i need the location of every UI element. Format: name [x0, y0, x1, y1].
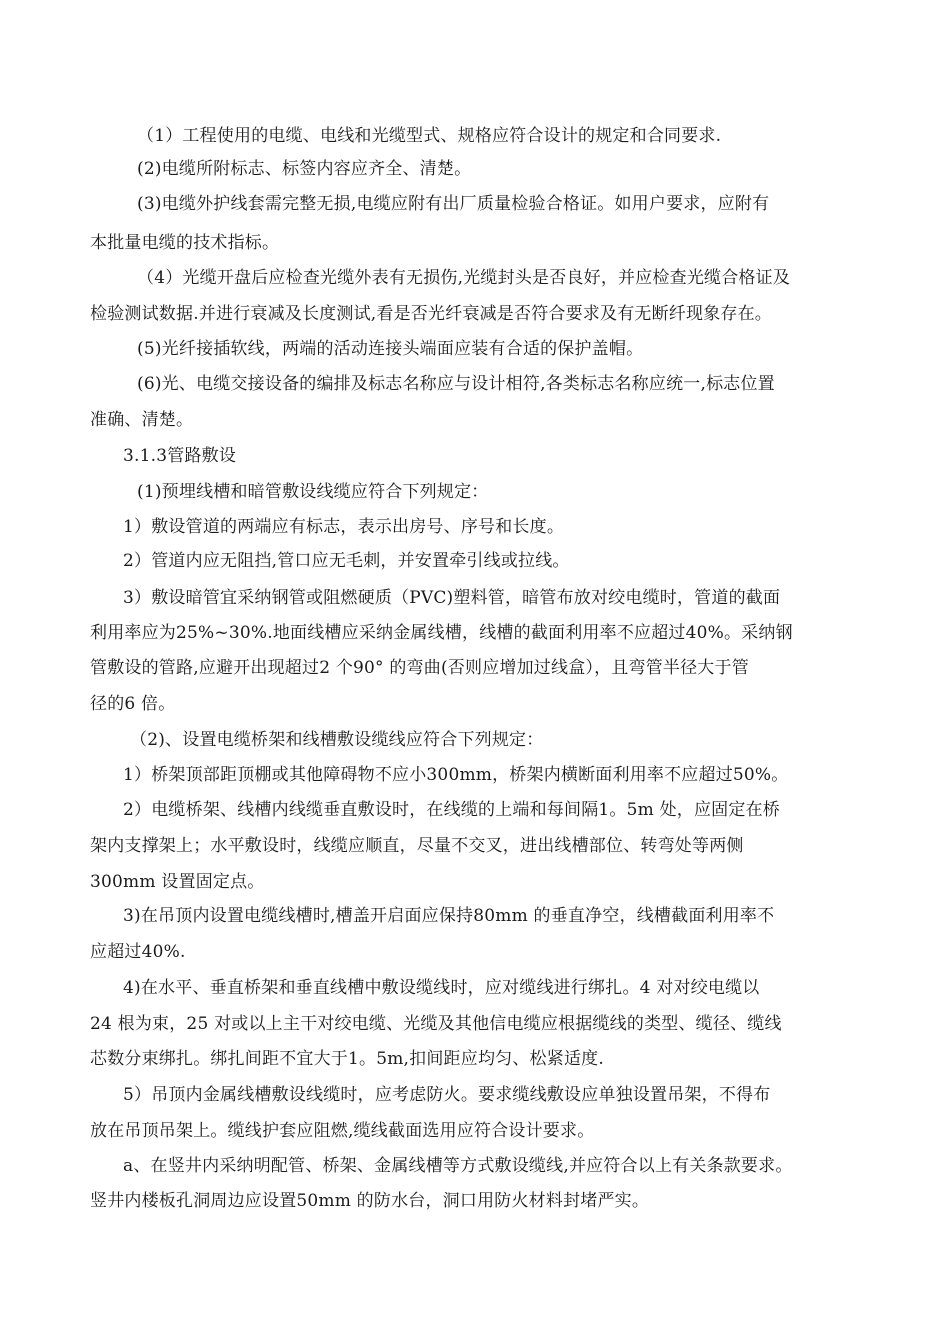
paragraph-6-line-1: (6)光、电缆交接设备的编排及标志名称应与设计相符,各类标志名称应统一,标志位置 [137, 374, 775, 394]
paragraph-7-line-1: (1)预埋线槽和暗管敷设线缆应符合下列规定： [137, 482, 489, 502]
list-item-5-line-3: 300mm 设置固定点。 [90, 872, 265, 892]
list-item-4: 1）桥架顶部距顶棚或其他障碍物不应小300mm，桥架内横断面利用率不应超过50%。 [123, 765, 789, 785]
paragraph-6-line-2: 准确、清楚。 [90, 410, 194, 430]
list-item-8-line-1: 5）吊顶内金属线槽敷设线缆时，应考虑防火。要求缆线敷设应单独设置吊架，不得布 [123, 1085, 771, 1105]
list-item-7-line-1: 4)在水平、垂直桥架和垂直线槽中敷设缆线时，应对缆线进行绑扎。4 对对绞电缆以 [123, 978, 760, 998]
paragraph-5-line-1: (5)光纤接插软线，两端的活动连接头端面应装有合适的保护盖帽。 [137, 339, 644, 359]
list-item-1: 1）敷设管道的两端应有标志，表示出房号、序号和长度。 [123, 517, 565, 537]
list-item-6-line-2: 应超过40%. [90, 942, 186, 962]
list-item-3-line-3: 管敷设的管路,应避开出现超过2 个90° 的弯曲(否则应增加过线盒），且弯管半径大于管 [90, 658, 749, 678]
list-item-5-line-1: 2）电缆桥架、线槽内线缆垂直敷设时，在线缆的上端和每间隔1。5m 处，应固定在桥 [123, 800, 780, 820]
paragraph-3-line-1: (3)电缆外护线套需完整无损,电缆应附有出厂质量检验合格证。如用户要求，应附有 [137, 194, 770, 214]
list-item-7-line-2: 24 根为束，25 对或以上主干对绞电缆、光缆及其他信电缆应根据缆线的类型、缆径、缆线 [90, 1014, 782, 1034]
paragraph-4-line-1: （4）光缆开盘后应检查光缆外表有无损伤,光缆封头是否良好，并应检查光缆合格证及 [137, 268, 791, 288]
paragraph-8-line-1: （2)、设置电缆桥架和线槽敷设缆线应符合下列规定： [130, 730, 544, 750]
list-item-2: 2）管道内应无阻挡,管口应无毛刺，并安置牵引线或拉线。 [123, 551, 570, 571]
list-item-5-line-2: 架内支撑架上；水平敷设时，线缆应顺直，尽量不交叉，进出线槽部位、转弯处等两侧 [90, 836, 744, 856]
paragraph-1-line-1: （1）工程使用的电缆、电线和光缆型式、规格应符合设计的规定和合同要求. [137, 126, 722, 146]
list-item-6-line-1: 3)在吊顶内设置电缆线槽时,槽盖开启面应保持80mm 的垂直净空，线槽截面利用率不 [123, 906, 775, 926]
paragraph-2-line-1: (2)电缆所附标志、标签内容应齐全、清楚。 [137, 159, 472, 179]
paragraph-4-line-2: 检验测试数据.并进行衰减及长度测试,看是否光纤衰减是否符合要求及有无断纤现象存在。 [90, 304, 773, 324]
paragraph-9-line-2: 竖井内楼板孔洞周边应设置50mm 的防水台，洞口用防火材料封堵严实。 [90, 1191, 650, 1211]
section-heading: 3.1.3管路敷设 [123, 446, 237, 466]
list-item-8-line-2: 放在吊顶吊架上。缆线护套应阻燃,缆线截面选用应符合设计要求。 [90, 1121, 595, 1141]
list-item-3-line-2: 利用率应为25%~30%.地面线槽应采纳金属线槽，线槽的截面利用率不应超过40%。采纳钢 [90, 623, 793, 643]
paragraph-3-line-2: 本批量电缆的技术指标。 [90, 233, 280, 253]
list-item-7-line-3: 芯数分束绑扎。绑扎间距不宜大于1。5m,扣间距应均匀、松紧适度. [90, 1049, 604, 1069]
list-item-3-line-1: 3）敷设暗管宜采纳钢管或阻燃硬质（PVC)塑料管，暗管布放对绞电缆时，管道的截面 [123, 588, 781, 608]
list-item-3-line-4: 径的6 倍。 [90, 694, 176, 714]
paragraph-9-line-1: a、在竖井内采纳明配管、桥架、金属线槽等方式敷设缆线,并应符合以上有关条款要求。 [123, 1156, 793, 1176]
